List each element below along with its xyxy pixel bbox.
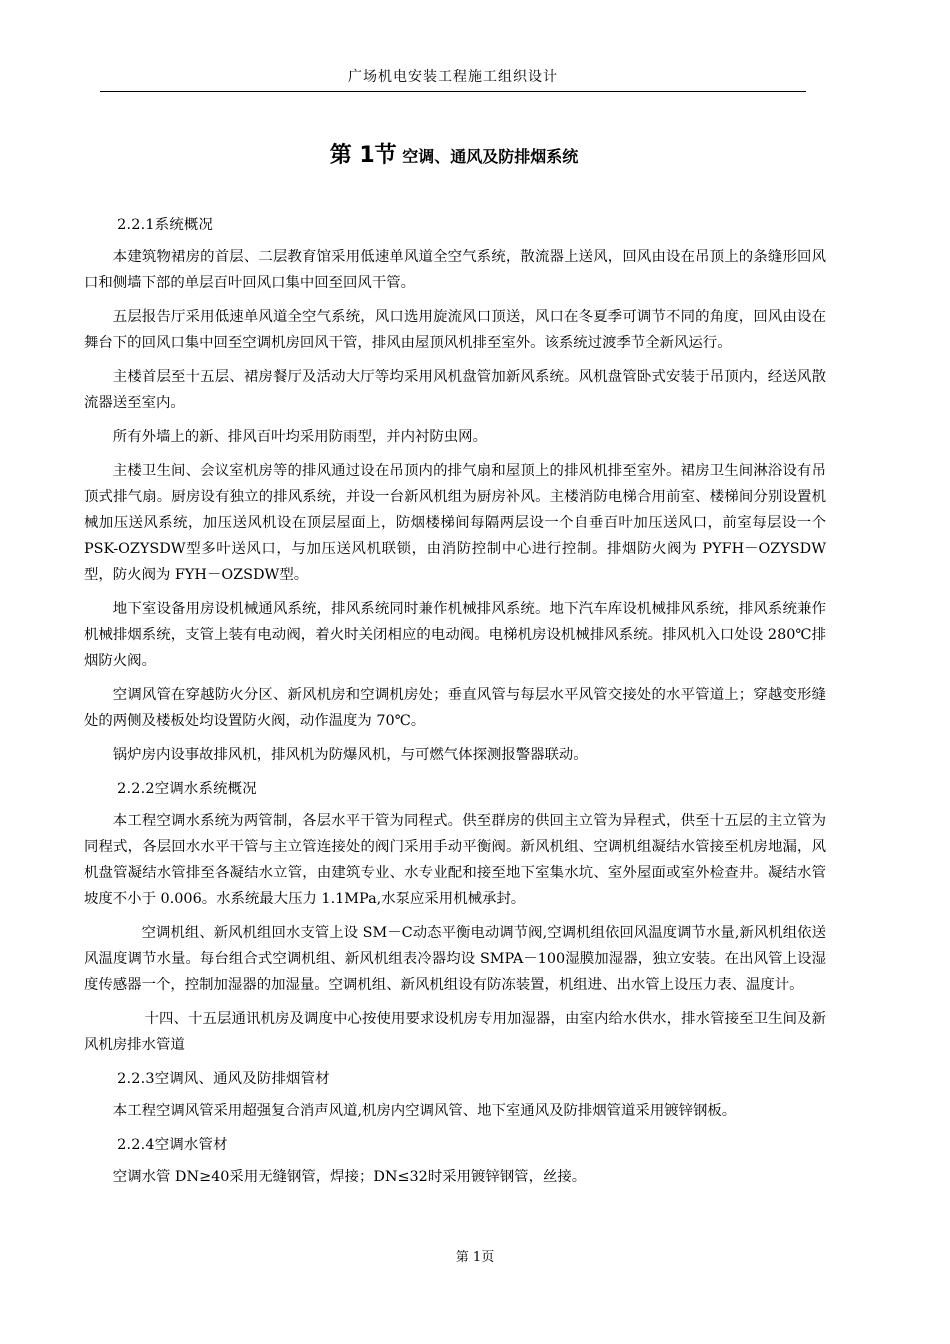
document-body: [84, 212, 826, 1198]
paragraph: 空调机组、新风机组回水支管上设 SM－C动态平衡电动调节阀,空调机组依回风温度调节水量,新风机组依送风温度调节水量。每台组合式空调机组、新风机组表冷器均设 SMPA－100湿膜加湿器，独立安装。在出风管上设湿度传感器一个，控制加湿器的加湿量。空调机组、新风机组设有防冻装置，机组进、出水管上设压力表、温度计。: [84, 925, 826, 993]
section-name: 空调、通风及防排烟系统: [402, 147, 579, 166]
paragraph: 所有外墙上的新、排风百叶均采用防雨型，并内衬防虫网。: [112, 429, 487, 445]
paragraph: 十四、十五层通讯机房及调度中心按使用要求设机房专用加湿器，由室内给水供水，排水管接至卫生间及新风机房排水管道: [84, 1011, 826, 1053]
paragraph: 空调水管 DN≥40采用无缝钢管，焊接；DN≤32时采用镀锌钢管，丝接。: [112, 1169, 587, 1185]
paragraph: 主楼首层至十五层、裙房餐厅及活动大厅等均采用风机盘管加新风系统。风机盘管卧式安装于吊顶内，经送风散流器送至室内。: [84, 369, 826, 411]
section-number: 第 1节: [329, 143, 397, 168]
subheading-2-2-4: 2.2.4空调水管材: [117, 1137, 228, 1153]
section-title: [84, 138, 824, 169]
subheading-2-2-1: 2.2.1系统概况: [117, 217, 214, 233]
paragraph: 地下室设备用房设机械通风系统，排风系统同时兼作机械排风系统。地下汽车库设机械排风系统，排风系统兼作机械排烟系统，支管上装有电动阀，着火时关闭相应的电动阀。电梯机房设机械排风系统。排风机入口处设 280℃排烟防火阀。: [84, 601, 826, 669]
paragraph: 主楼卫生间、会议室机房等的排风通过设在吊顶内的排气扇和屋顶上的排风机排至室外。裙房卫生间淋浴设有吊顶式排气扇。厨房设有独立的排风系统，并设一台新风机组为厨房补风。主楼消防电梯合用前室、楼梯间分别设置机械加压送风系统，加压送风机设在顶层屋面上，防烟楼梯间每隔两层设一个自垂百叶加压送风口，前室每层设一个 PSK-OZYSDW型多叶送风口，与加压送风机联锁，由消防控制中心进行控制。排烟防火阀为 PYFH－OZYSDW型，防火阀为 FYH－OZSDW型。: [84, 463, 826, 583]
header-divider: [100, 91, 806, 92]
paragraph: 五层报告厅采用低速单风道全空气系统，风口选用旋流风口顶送，风口在冬夏季可调节不同的角度，回风由设在舞台下的回风口集中回至空调机房回风干管，排风由屋顶风机排至室外。该系统过渡季节全新风运行。: [84, 309, 826, 351]
subheading-2-2-2: 2.2.2空调水系统概况: [117, 781, 257, 797]
paragraph: 空调风管在穿越防火分区、新风机房和空调机房处；垂直风管与每层水平风管交接处的水平管道上；穿越变形缝处的两侧及楼板处均设置防火阀，动作温度为 70℃。: [84, 687, 826, 729]
subheading-2-2-3: 2.2.3空调风、通风及防排烟管材: [117, 1071, 330, 1087]
paragraph: 锅炉房内设事故排风机，排风机为防爆风机，与可燃气体探测报警器联动。: [112, 747, 588, 763]
paragraph: 本工程空调风管采用超强复合消声风道,机房内空调风管、地下室通风及防排烟管道采用镀锌钢板。: [112, 1103, 737, 1119]
paragraph: 本建筑物裙房的首层、二层教育馆采用低速单风道全空气系统，散流器上送风，回风由设在吊顶上的条缝形回风口和侧墙下部的单层百叶回风口集中回至回风干管。: [84, 249, 826, 291]
page-number: 第 1页: [455, 1250, 495, 1265]
paragraph: 本工程空调水系统为两管制，各层水平干管为同程式。供至群房的供回主立管为异程式，供至十五层的主立管为同程式，各层回水水平干管与主立管连接处的阀门采用手动平衡阀。新风机组、空调机组凝结水管接至机房地漏，风机盘管凝结水管排至各凝结水立管，由建筑专业、水专业配和接至地下室集水坑、室外屋面或室外检查井。凝结水管坡度不小于 0.006。水系统最大压力 1.1MPa,水泵应采用机械承封。: [84, 813, 826, 907]
page-header-title: 广场机电安装工程施工组织设计: [348, 69, 558, 85]
